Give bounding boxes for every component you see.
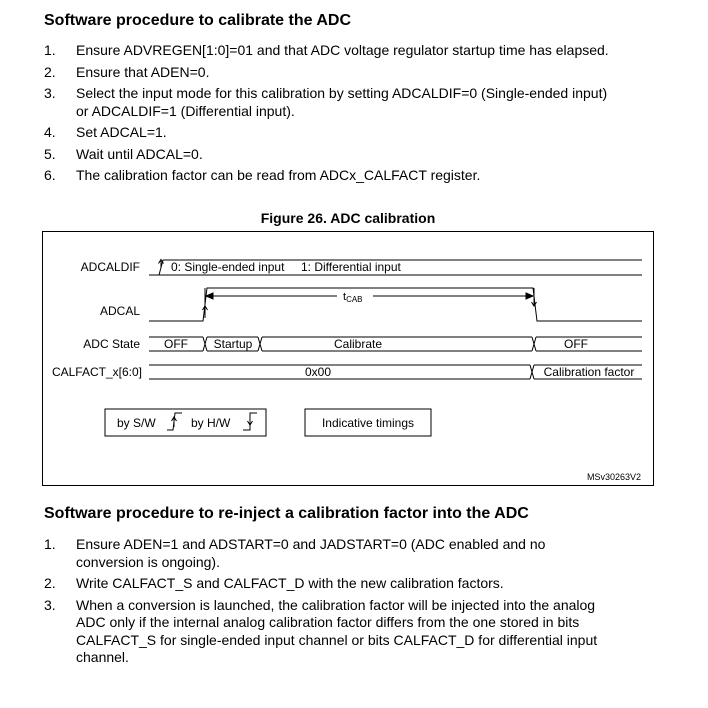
hw-edge-icon — [243, 413, 257, 430]
section-heading-calibrate: Software procedure to calibrate the ADC — [44, 12, 352, 29]
sw-edge-icon — [167, 413, 182, 430]
adcaldif-single-label: 0: Single-ended input — [171, 260, 285, 274]
legend-by-sw: by S/W — [117, 416, 156, 430]
state-startup: Startup — [213, 337, 253, 351]
state-off-2: OFF — [564, 337, 588, 351]
step-text: Ensure that ADEN=0. — [76, 63, 210, 80]
signal-label-calfact: CALFACT_x[6:0] — [51, 365, 142, 379]
section-heading-reinject: Software procedure to re-inject a calibration factor into the ADC — [44, 505, 529, 522]
legend-indicative-timings: Indicative timings — [321, 416, 415, 430]
timing-diagram-frame — [42, 231, 654, 486]
adcaldif-diff-label: 1: Differential input — [301, 260, 401, 274]
calfact-value-initial: 0x00 — [304, 365, 332, 379]
step-number: 4. — [44, 124, 56, 140]
calibration-steps-list — [44, 42, 664, 185]
list-item — [44, 85, 664, 120]
step-text: channel. — [76, 649, 129, 665]
step-text: Select the input mode for this calibration by setting ADCALDIF=0 (Single-ended input) — [76, 85, 608, 101]
step-text: Ensure ADVREGEN[1:0]=01 and that ADC voltage regulator startup time has elapsed. — [76, 42, 609, 58]
step-text: CALFACT_S for single-ended input channel or bits CALFACT_D for differential input — [76, 631, 598, 648]
step-number: 1. — [44, 536, 56, 552]
list-item — [44, 597, 664, 667]
figure-reference-code: MSv30263V2 — [586, 472, 641, 482]
step-text: Write CALFACT_S and CALFACT_D with the new calibration factors. — [76, 575, 504, 591]
step-number: 1. — [44, 42, 56, 58]
signal-label-adcal: ADCAL — [99, 304, 140, 318]
list-item — [44, 42, 664, 60]
figure-caption: Figure 26. ADC calibration — [260, 210, 436, 226]
state-off-1: OFF — [164, 337, 188, 351]
list-item — [44, 146, 664, 164]
step-text: Ensure ADEN=1 and ADSTART=0 and JADSTART=0 (ADC enabled and no — [76, 536, 546, 552]
step-number: 5. — [44, 145, 56, 162]
step-number: 2. — [44, 575, 56, 591]
list-item — [44, 64, 664, 82]
tcab-label: tCAB — [343, 291, 363, 304]
step-number: 2. — [44, 63, 56, 80]
step-text: ADC only if the internal analog calibration factor differs from the one stored in bits — [76, 614, 580, 630]
legend-by-hw: by H/W — [191, 416, 231, 430]
calfact-value-factor: Calibration factor — [543, 365, 635, 379]
step-text: conversion is ongoing). — [76, 553, 220, 570]
step-text: When a conversion is launched, the calibration factor will be injected into the analog — [76, 596, 596, 613]
list-item — [44, 575, 664, 593]
step-number: 3. — [44, 596, 56, 613]
state-calibrate: Calibrate — [333, 337, 383, 351]
list-item — [44, 167, 664, 185]
step-number: 6. — [44, 167, 56, 183]
list-item — [44, 536, 664, 571]
step-text: Wait until ADCAL=0. — [76, 145, 203, 162]
timing-diagram — [43, 232, 655, 487]
step-number: 3. — [44, 85, 56, 101]
step-text: or ADCALDIF=1 (Differential input). — [76, 102, 295, 119]
tcab-dimension-arrow — [205, 288, 534, 304]
signal-label-adc-state: ADC State — [83, 337, 140, 351]
reinject-steps-list — [44, 536, 664, 667]
step-text: Set ADCAL=1. — [76, 124, 167, 140]
adcal-waveform — [149, 288, 642, 321]
list-item — [44, 124, 664, 142]
signal-label-adcaldif: ADCALDIF — [80, 260, 140, 274]
step-text: The calibration factor can be read from ADCx_CALFACT register. — [76, 167, 481, 183]
